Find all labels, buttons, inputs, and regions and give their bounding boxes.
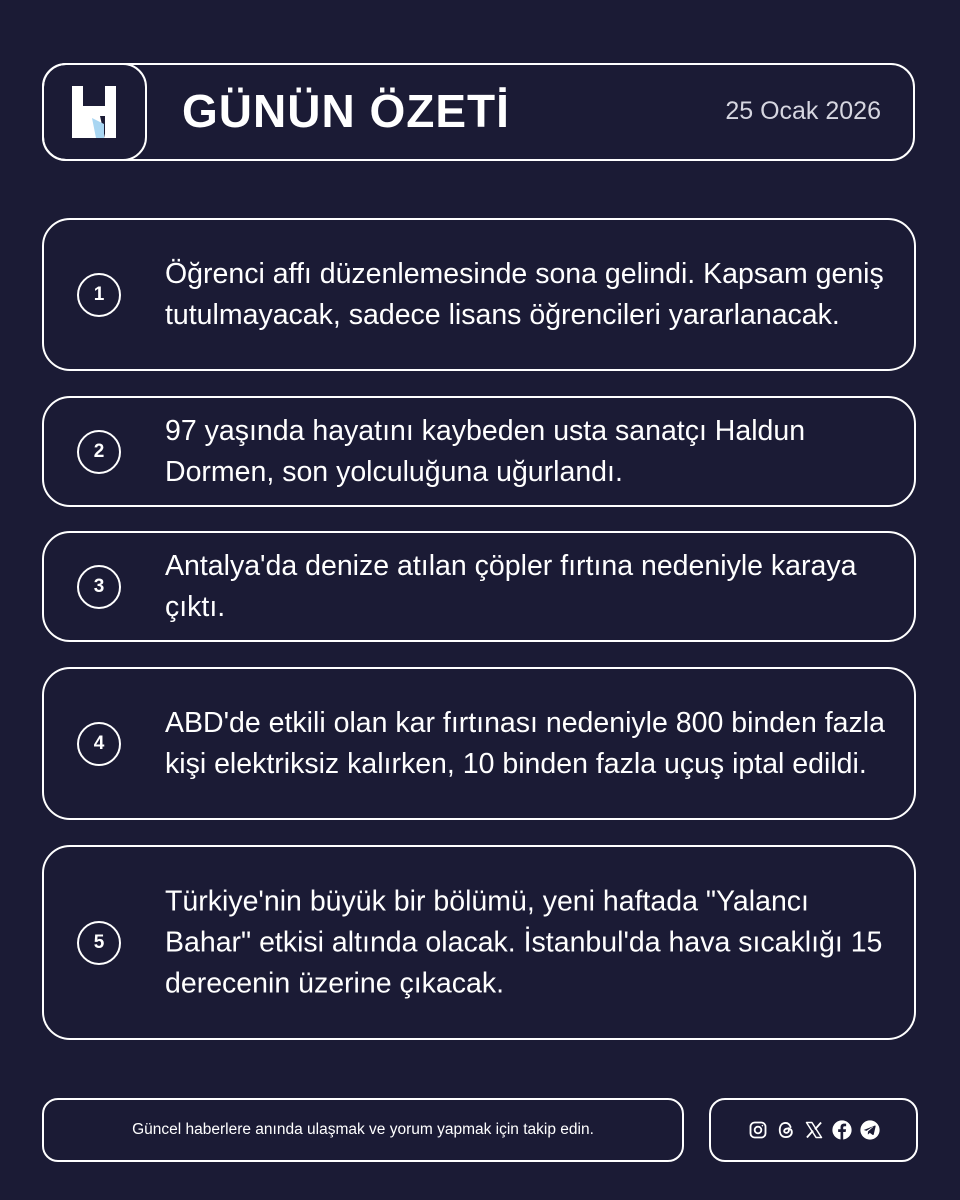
news-card-3[interactable] bbox=[42, 531, 916, 642]
news-text: Antalya'da denize atılan çöpler fırtına nedeniyle karaya çıktı. bbox=[165, 549, 857, 623]
news-card-5[interactable] bbox=[42, 845, 916, 1040]
facebook-icon[interactable] bbox=[831, 1119, 853, 1141]
news-text: 97 yaşında hayatını kaybeden usta sanatçı Haldun Dormen, son yolculuğuna uğurlandı. bbox=[165, 414, 806, 488]
item-number-badge: 1 bbox=[77, 273, 121, 317]
news-text: ABD'de etkili olan kar fırtınası nedeniyle 800 binden fazla kişi elektriksiz kalırken, 10 binden fazla uçuş iptal edildi. bbox=[165, 706, 885, 780]
logo[interactable] bbox=[42, 63, 147, 161]
news-text: Türkiye'nin büyük bir bölümü, yeni haftada "Yalancı Bahar" etkisi altında olacak. İstanbul'da hava sıcaklığı 15 derecenin üzerine çıkacak. bbox=[165, 885, 883, 999]
follow-message: Güncel haberlere anında ulaşmak ve yorum yapmak için takip edin. bbox=[42, 1098, 684, 1162]
item-number-badge: 5 bbox=[77, 921, 121, 965]
header-bar bbox=[42, 63, 915, 161]
news-card-2[interactable] bbox=[42, 396, 916, 507]
news-text: Öğrenci affı düzenlemesinde sona gelindi. Kapsam geniş tutulmayacak, sadece lisans öğrencileri yararlanacak. bbox=[165, 257, 884, 331]
item-number-badge: 2 bbox=[77, 430, 121, 474]
news-card-4[interactable] bbox=[42, 667, 916, 820]
item-number-badge: 3 bbox=[77, 565, 121, 609]
threads-icon[interactable] bbox=[775, 1119, 797, 1141]
date-label: 25 Ocak 2026 bbox=[725, 97, 881, 125]
x-icon[interactable] bbox=[803, 1119, 825, 1141]
page-title: GÜNÜN ÖZETİ bbox=[182, 85, 510, 137]
item-number-badge: 4 bbox=[77, 722, 121, 766]
social-links bbox=[709, 1098, 918, 1162]
news-card-1[interactable] bbox=[42, 218, 916, 371]
instagram-icon[interactable] bbox=[747, 1119, 769, 1141]
logo-h-icon bbox=[70, 84, 118, 140]
telegram-icon[interactable] bbox=[859, 1119, 881, 1141]
